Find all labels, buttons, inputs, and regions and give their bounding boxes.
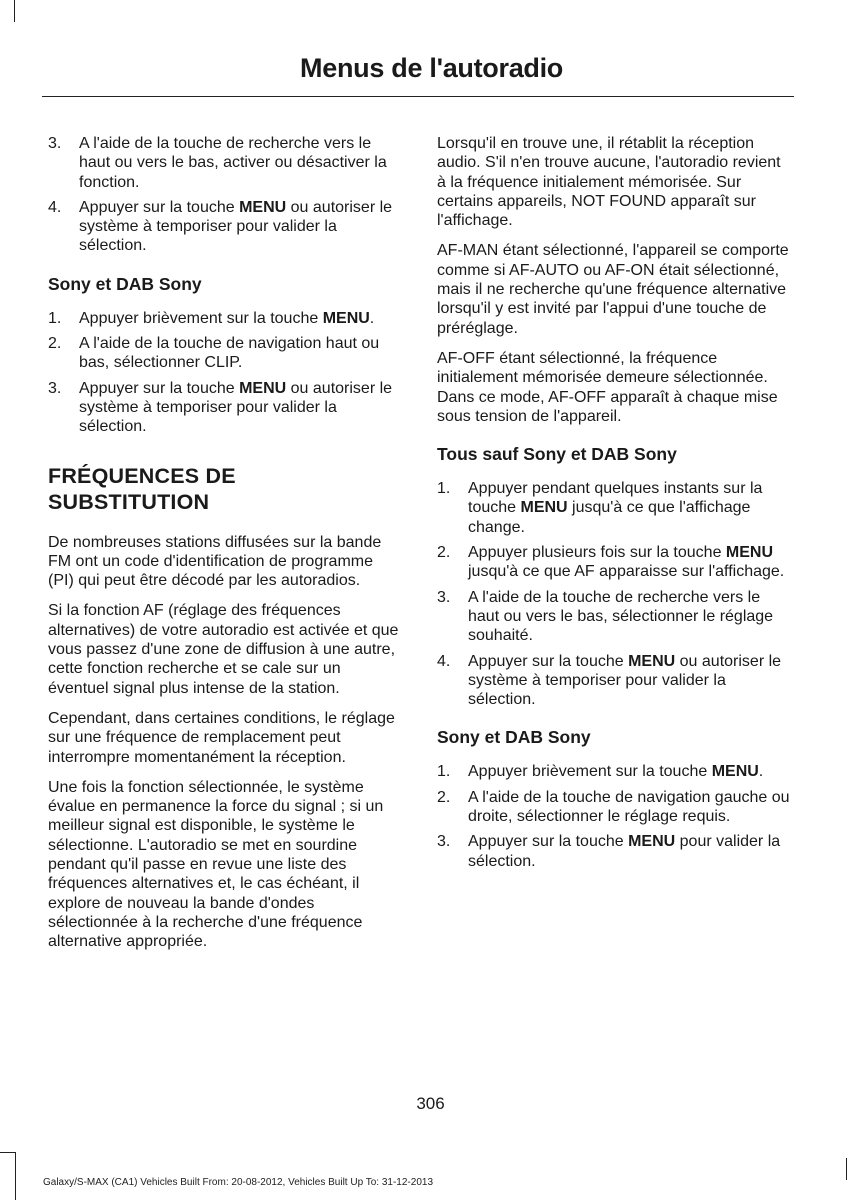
list-item-number: 1. [437,480,451,498]
list-item-text-part: jusqu'à ce que AF apparaisse sur l'affichage. [468,563,785,581]
list-item-text-part: A l'aide de la touche de navigation haut ou bas, sélectionner CLIP. [79,335,380,372]
left-column [48,134,401,963]
page-title: Menus de l'autoradio [300,53,563,83]
list-item-text [468,652,790,710]
list-item [437,588,790,646]
footer-vehicle-info: Galaxy/S-MAX (CA1) Vehicles Built From: 20-08-2012, Vehicles Built Up To: 31-12-2013 [43,1177,433,1188]
paragraph: AF-OFF étant sélectionné, la fréquence initialement mémorisée demeure sélectionnée. Dans ce mode, AF-OFF apparaît à chaque mise sous tension de l'appareil. [437,349,778,425]
numbered-list [48,134,401,256]
list-item-text-part: A l'aide de la touche de recherche vers le haut ou vers le bas, activer ou désactiver la fonction. [79,135,387,191]
list-item-text [79,309,401,328]
list-item [48,309,401,328]
numbered-list [48,309,401,437]
list-item-text-part: Appuyer pendant quelques instants sur la touche [468,480,763,517]
list-item [437,788,790,827]
list-item-number: 2. [48,335,62,353]
section-heading: FRÉQUENCES DE SUBSTITUTION [48,463,236,514]
list-item-text-part: Appuyer brièvement sur la touche [468,763,712,781]
list-item-text-part: Appuyer brièvement sur la touche [79,309,323,327]
list-item-number: 1. [437,763,451,781]
list-item-text-part: Appuyer sur la touche [79,198,240,216]
list-item-number: 4. [48,198,62,216]
list-item-text-part: Appuyer sur la touche [79,379,240,397]
list-item-text [79,198,401,256]
menu-key-label: MENU [711,763,759,781]
list-item-text-part: A l'aide de la touche de recherche vers le haut ou vers le bas, sélectionner le réglage souhaité. [468,588,774,645]
menu-key-label: MENU [520,499,568,517]
list-item-text [468,788,790,827]
paragraph: Si la fonction AF (réglage des fréquences alternatives) de votre autoradio est activée et que vous passez d'une zone de diffusion à une autre, cette fonction recherche et se cale sur un éventuel signal plus intense de la station. [48,602,399,697]
list-item-text-part: . [758,763,764,781]
title-rule [42,96,794,97]
menu-key-label: MENU [322,309,370,327]
menu-key-label: MENU [725,544,774,562]
list-item [437,543,790,582]
list-item-number: 4. [437,652,451,670]
crop-mark-bottom-left [0,1152,16,1200]
crop-mark-top-left [14,0,15,22]
list-item-number: 3. [48,379,62,397]
list-item-text-part: jusqu'à ce que l'affichage change. [468,499,751,536]
subheading: Sony et DAB Sony [437,727,591,748]
list-item-text [79,134,401,192]
list-item [437,652,790,710]
list-item-text [468,543,790,582]
paragraph: Cependant, dans certaines conditions, le réglage sur une fréquence de remplacement peut interrompre momentanément la réception. [48,709,395,766]
paragraph: De nombreuses stations diffusées sur la bande FM ont un code d'identification de programme (PI) qui peut être décodé par les autoradios. [48,533,382,590]
menu-key-label: MENU [239,379,287,397]
list-item-text-part: ou autoriser le système à temporiser pour valider la sélection. [79,379,393,436]
list-item-text-part: pour valider la sélection. [468,833,781,870]
right-column [437,134,790,877]
list-item-text [79,334,401,373]
list-item-text-part: Appuyer sur la touche [468,652,629,670]
list-item [48,134,401,192]
paragraph: Lorsqu'il en trouve une, il rétablit la réception audio. S'il n'en trouve aucune, l'autoradio revient à la fréquence initialement mémorisée. Sur certains appareils, NOT FOUND apparaît sur l'affichage. [437,135,781,230]
list-item-text [468,588,790,646]
menu-key-label: MENU [628,652,676,670]
list-item-number: 1. [48,309,62,327]
subheading: Sony et DAB Sony [48,273,202,294]
list-item-number: 3. [437,588,451,606]
list-item-number: 3. [48,135,62,152]
paragraph: AF-MAN étant sélectionné, l'appareil se comporte comme si AF-AUTO ou AF-ON était sélectionné, mais il ne recherche qu'une fréquence alternative lorsqu'il y est invité par l'appui d'une touche de préréglage. [437,242,789,337]
list-item-number: 3. [437,833,451,851]
list-item-text-part: A l'aide de la touche de navigation gauche ou droite, sélectionner le réglage requis. [468,788,790,826]
menu-key-label: MENU [239,198,287,216]
list-item [437,479,790,537]
list-item-text [468,762,790,781]
list-item-text [468,832,790,871]
list-item-text-part: ou autoriser le système à temporiser pour valider la sélection. [468,652,782,709]
list-item [48,334,401,373]
list-item-text-part: Appuyer plusieurs fois sur la touche [468,544,726,562]
list-item [48,379,401,437]
list-item-text [468,479,790,537]
subheading: Tous sauf Sony et DAB Sony [437,444,677,465]
list-item-text [79,379,401,437]
list-item [437,762,790,781]
list-item-text-part: Appuyer sur la touche [468,833,629,851]
paragraph: Une fois la fonction sélectionnée, le système évalue en permanence la force du signal ; si un meilleur signal est disponible, le système le sélectionne. L'autoradio se met en sourdine pendant qu'il passe en revue une liste des fréquences alternatives et, le cas échéant, il explore de nouveau la bande d'ondes sélectionnée à la recherche d'une fréquence alternative appropriée. [48,778,384,951]
list-item-text-part: . [369,309,375,327]
list-item-number: 2. [437,544,451,562]
numbered-list [437,479,790,709]
list-item-number: 2. [437,788,451,806]
list-item [437,832,790,871]
crop-mark-bottom-right [846,1158,847,1180]
page-number: 306 [416,1094,445,1113]
numbered-list [437,762,790,870]
menu-key-label: MENU [628,833,676,851]
list-item-text-part: ou autoriser le système à temporiser pour valider la sélection. [79,198,393,255]
list-item [48,198,401,256]
